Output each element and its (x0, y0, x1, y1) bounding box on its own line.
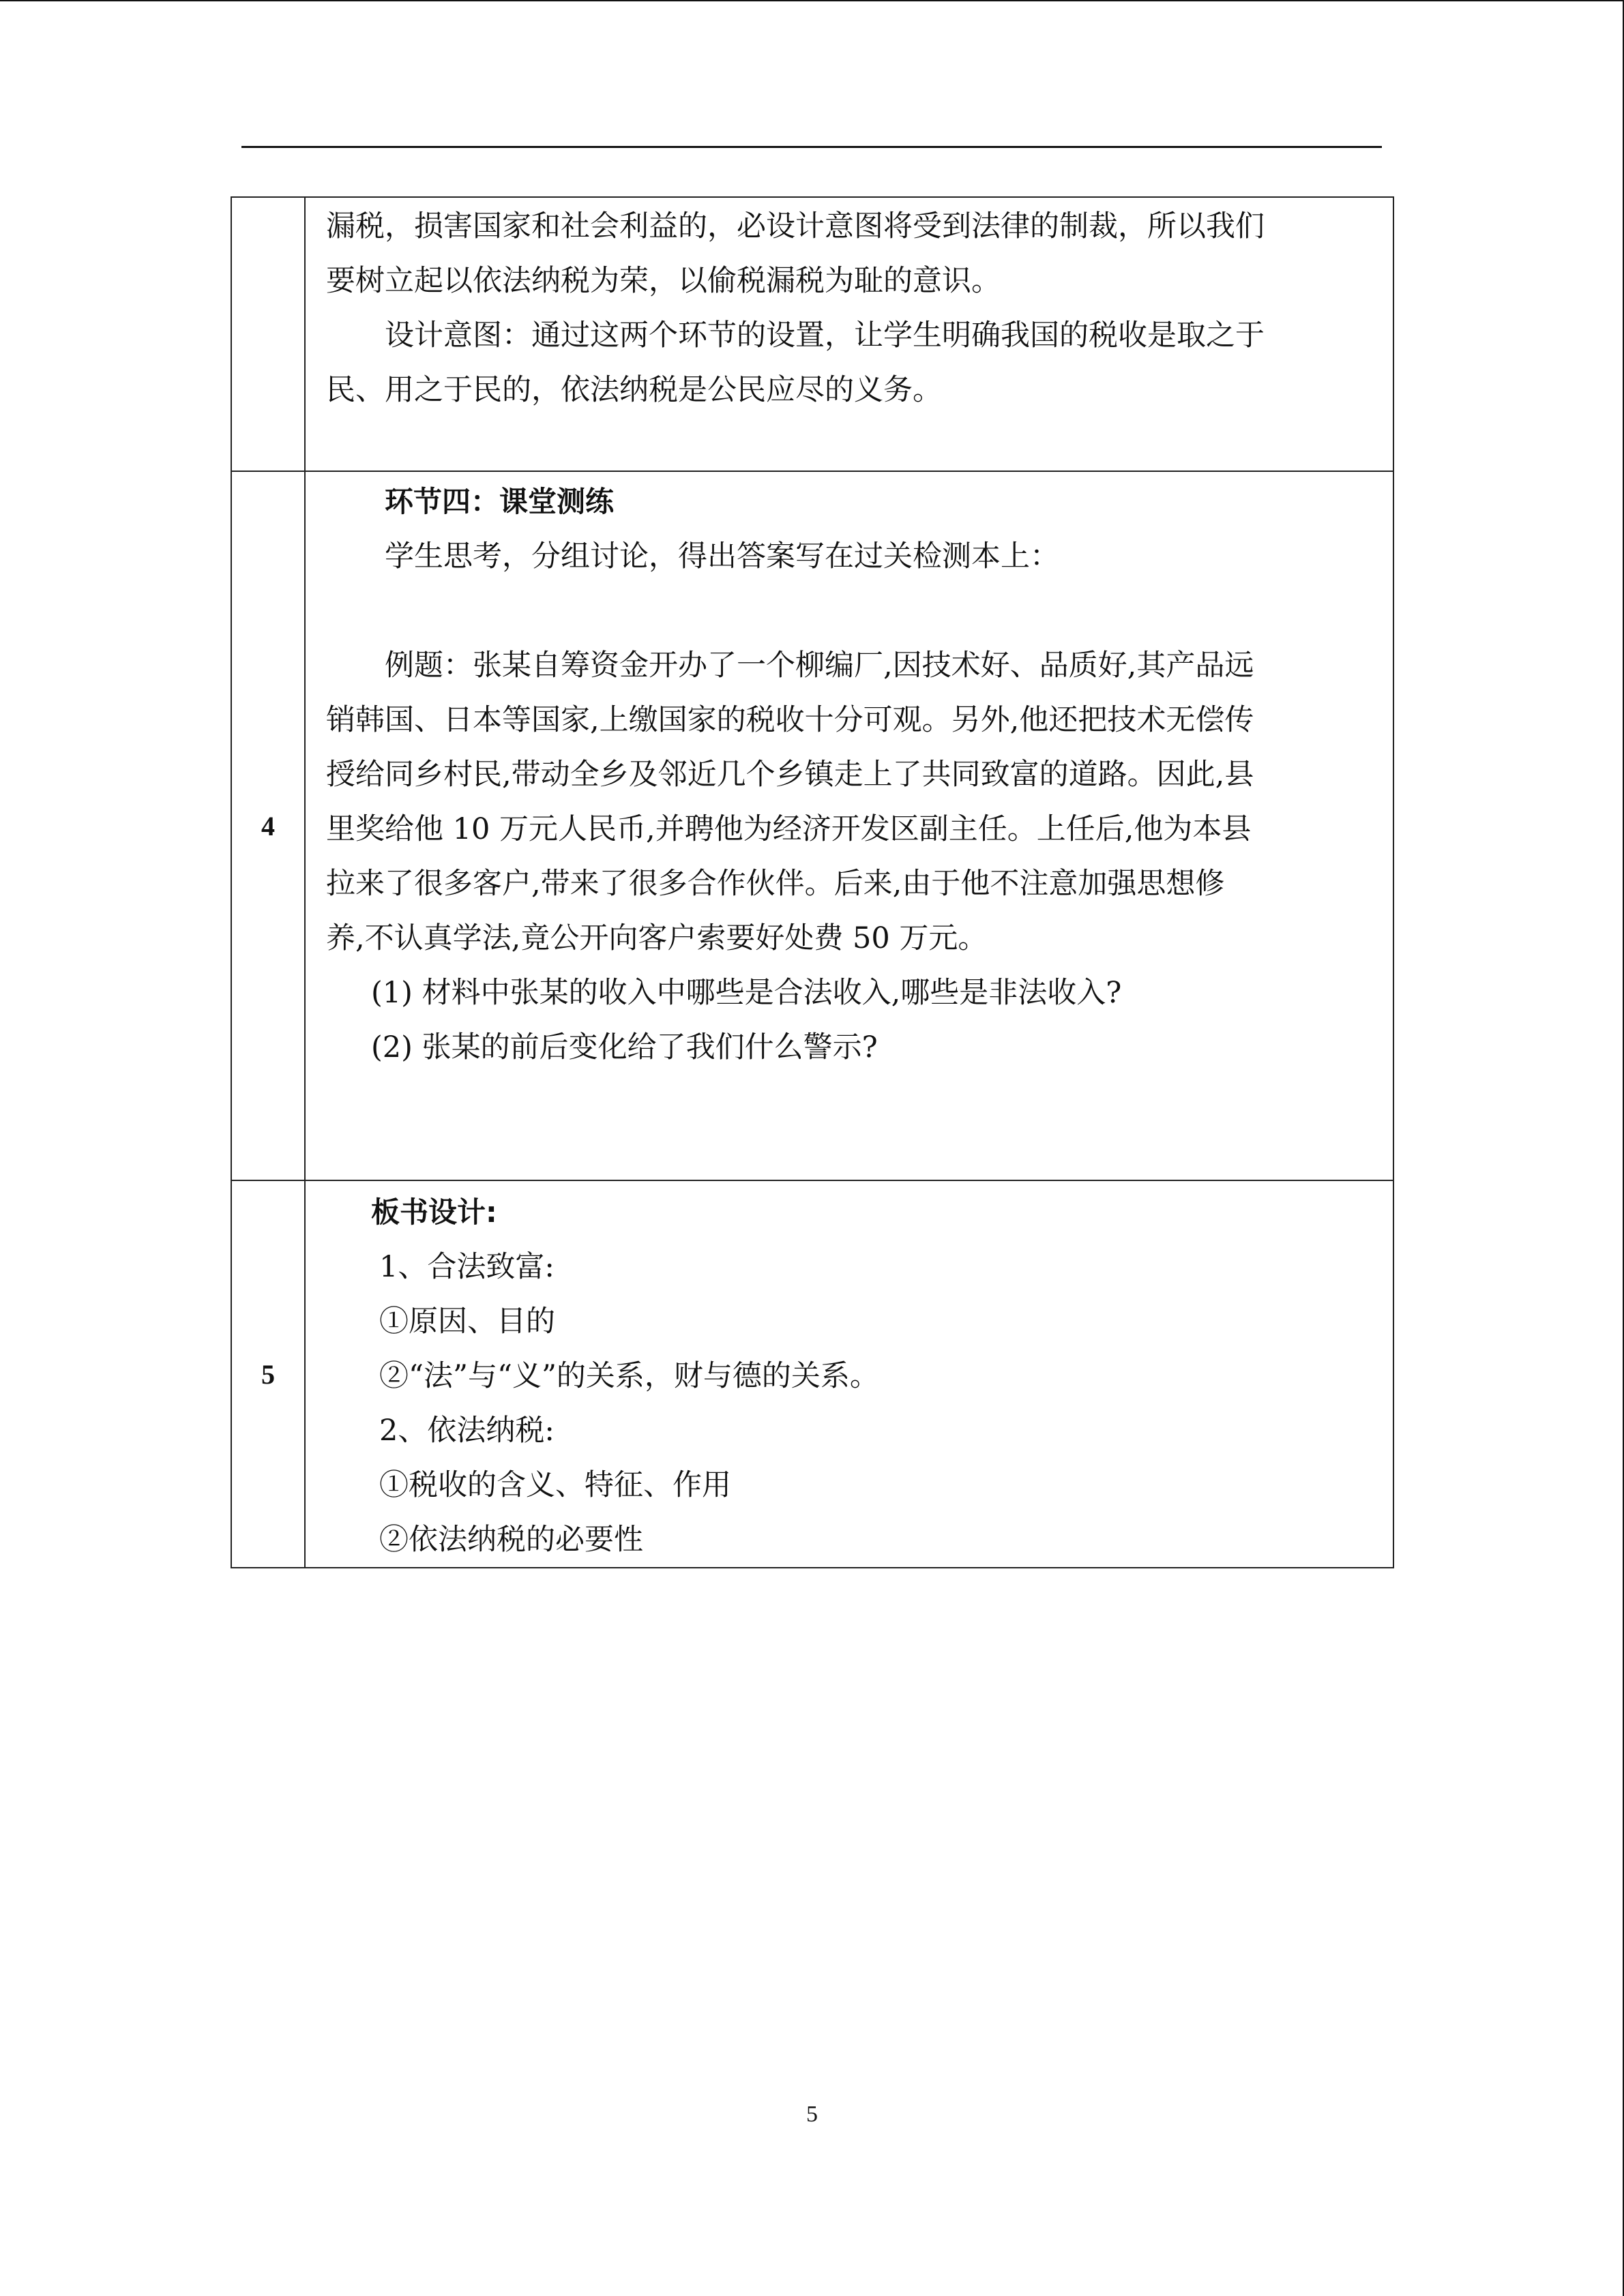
header-rule (241, 146, 1382, 148)
text-line: 例题：张某自筹资金开办了一个柳编厂,因技术好、品质好,其产品远 (385, 648, 1254, 683)
text-line: 养,不认真学法,竟公开向客户索要好处费 50 万元。 (326, 921, 988, 955)
text-line: 民、用之于民的，依法纳税是公民应尽的义务。 (326, 373, 942, 407)
text-line: 2、依法纳税: (379, 1414, 555, 1448)
section-heading: 板书设计: (371, 1195, 497, 1229)
text-line: 里奖给他 10 万元人民币,并聘他为经济开发区副主任。上任后,他为本县 (326, 812, 1252, 846)
text-line: 授给同乡村民,带动全乡及邻近几个乡镇走上了共同致富的道路。因此,县 (326, 758, 1254, 792)
question-line: (2) 张某的前后变化给了我们什么警示? (371, 1030, 878, 1064)
page-number: 5 (806, 2102, 818, 2127)
text-line: ①原因、目的 (379, 1304, 555, 1339)
text-line: 漏税，损害国家和社会利益的，必设计意图将受到法律的制裁，所以我们 (326, 209, 1265, 243)
row-number-cell: 5 (231, 1180, 305, 1568)
text-line: ①税收的含义、特征、作用 (379, 1468, 731, 1502)
row-number-cell: 4 (231, 471, 305, 1180)
lesson-plan-table (231, 196, 1394, 1568)
text-line: 设计意图：通过这两个环节的设置，让学生明确我国的税收是取之于 (385, 318, 1265, 353)
row-content-cell (305, 1180, 1393, 1568)
text-line: 学生思考，分组讨论，得出答案写在过关检测本上： (385, 539, 1059, 573)
question-line: (1) 材料中张某的收入中哪些是合法收入,哪些是非法收入? (371, 976, 1122, 1010)
row-content-cell (305, 197, 1393, 471)
text-line: 1、合法致富: (379, 1250, 555, 1284)
section-heading: 环节四：课堂测练 (385, 485, 615, 518)
row-content-cell (305, 471, 1393, 1180)
text-line: ②“法”与“义”的关系，财与德的关系。 (379, 1359, 879, 1393)
text-line: ②依法纳税的必要性 (379, 1523, 643, 1557)
text-line: 要树立起以依法纳税为荣，以偷税漏税为耻的意识。 (326, 264, 1001, 298)
row-number-cell (231, 197, 305, 471)
text-line: 销韩国、日本等国家,上缴国家的税收十分可观。另外,他还把技术无偿传 (326, 703, 1254, 737)
table-row (231, 471, 1393, 1180)
text-line: 拉来了很多客户,带来了很多合作伙伴。后来,由于他不注意加强思想修 (326, 867, 1225, 901)
table-row (231, 197, 1393, 471)
table-row (231, 1180, 1393, 1568)
blank-line (326, 584, 1368, 638)
